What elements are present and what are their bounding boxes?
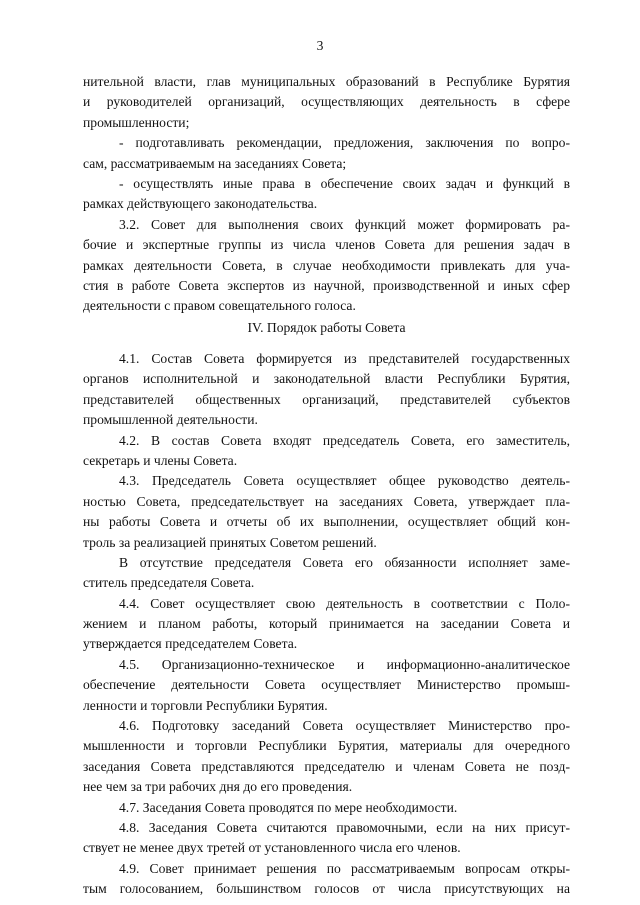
text-line: 4.3. Председатель Совета осуществляет общее руководство деятель- (119, 473, 570, 489)
text-line: 4.4. Совет осуществляет свою деятельность в соответствии с Поло- (119, 595, 570, 611)
text-line: ны работы Совета и отчеты об их выполнении, осуществляет общий кон- (83, 514, 570, 530)
text-line: утверждается председателем Совета. (83, 636, 298, 652)
text-line: 4.7. Заседания Совета проводятся по мере необходимости. (119, 799, 458, 815)
text-line: ленности и торговли Республики Бурятия. (83, 697, 328, 713)
section-heading-text: IV. Порядок работы Совета (247, 320, 406, 335)
text-line: стия в работе Совета экспертов из научной, производственной и иных сфер (83, 277, 570, 293)
text-line: 4.6. Подготовку заседаний Совета осуществляет Министерство про- (119, 718, 570, 734)
text-line: нее чем за три рабочих дня до его проведения. (83, 779, 353, 795)
text-line: троль за реализацией принятых Советом решений. (83, 534, 377, 550)
text-line: В отсутствие председателя Совета его обязанности исполняет заме- (119, 554, 570, 570)
text-line: органов исполнительной и законодательной власти Республики Бурятия, (83, 371, 570, 387)
text-line: и руководителей организаций, осуществляющих деятельность в сфере (83, 94, 570, 110)
text-line: ностью Совета, председательствует на заседаниях Совета, утверждает пла- (83, 493, 570, 509)
text-line: промышленной деятельности. (83, 412, 258, 428)
text-line: 4.2. В состав Совета входят председатель Совета, его заместитель, (119, 432, 570, 448)
text-line: 4.5. Организационно-техническое и информационно-аналитическое (119, 656, 570, 672)
text-line: обеспечение деятельности Совета осуществляет Министерство промыш- (83, 677, 570, 693)
text-line: 3.2. Совет для выполнения своих функций может формировать ра- (119, 216, 570, 232)
paragraphs-section-3 (83, 72, 570, 317)
text-line: - осуществлять иные права в обеспечение своих задач и функций в (119, 175, 570, 191)
text-line: промышленности; (83, 114, 190, 130)
text-line: - подготавливать рекомендации, предложения, заключения по вопро- (119, 135, 570, 151)
section-heading (83, 318, 570, 338)
text-line: тым голосованием, большинством голосов от числа присутствующих на (83, 881, 570, 897)
paragraphs-section-4 (83, 349, 570, 900)
text-line: ствует не менее двух третей от установленного числа его членов. (83, 840, 461, 856)
text-line: 4.8. Заседания Совета считаются правомочными, если на них присут- (119, 819, 570, 835)
text-line: рамках деятельности Совета, в случае необходимости привлекать для уча- (83, 257, 570, 273)
text-line: мышленности и торговли Республики Бурятия, материалы для очередного (83, 738, 570, 754)
text-line: рамках действующего законодательства. (83, 196, 318, 212)
text-line: ститель председателя Совета. (83, 575, 255, 591)
text-line: деятельности с правом совещательного голоса. (83, 298, 356, 314)
text-line: жением и планом работы, который принимается на заседании Совета и (83, 616, 570, 632)
text-line: нительной власти, глав муниципальных образований в Республике Бурятия (83, 74, 570, 89)
text-line: сам, рассматриваемым на заседаниях Совета; (83, 155, 347, 171)
text-line: бочие и экспертные группы из числа членов Совета для решения задач в (83, 237, 570, 253)
text-line: заседания Совета представляются председателю и членам Совета не позд- (83, 758, 570, 774)
text-line: представителей общественных организаций, представителей субъектов (83, 391, 570, 407)
page-number: 3 (316, 38, 324, 53)
text-line: 4.1. Состав Совета формируется из представителей государственных (119, 351, 570, 366)
text-line: 4.9. Совет принимает решения по рассматриваемым вопросам откры- (119, 860, 570, 876)
text-line: секретарь и члены Совета. (83, 452, 238, 468)
